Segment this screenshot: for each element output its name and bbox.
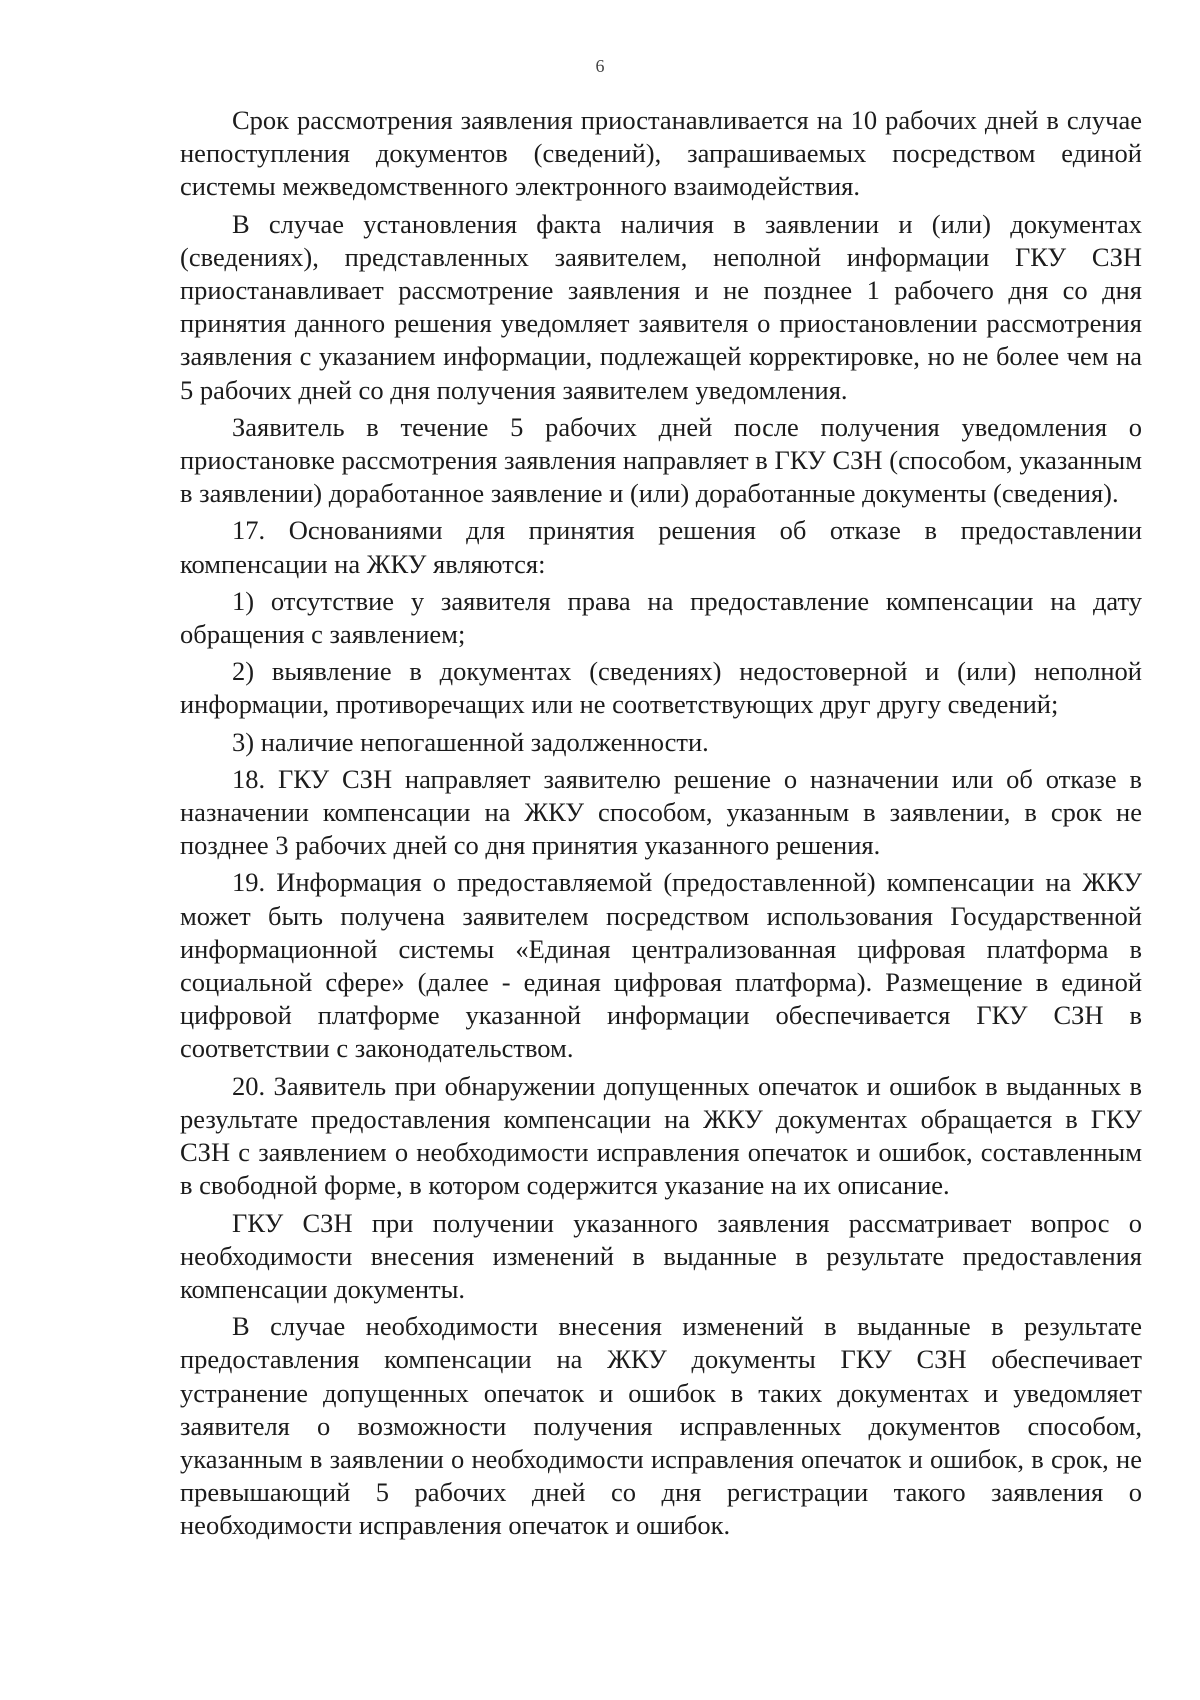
paragraph-applicant-resubmission: Заявитель в течение 5 рабочих дней после получения уведомления о приостановке рассмотрения заявления направляет в ГКУ СЗН (способом, указанным в заявлении) доработанное заявление и (или) доработанные документы (сведения). bbox=[180, 411, 1142, 509]
document-body bbox=[180, 104, 1142, 1547]
paragraph-suspension-term: Срок рассмотрения заявления приостанавливается на 10 рабочих дней в случае непоступления документов (сведений), запрашиваемых посредством единой системы межведомственного электронного взаимодействия. bbox=[180, 105, 1142, 202]
paragraph-18-decision-notice: 18. ГКУ СЗН направляет заявителю решение о назначении или об отказе в назначении компенсации на ЖКУ способом, указанным в заявлении, в срок не позднее 3 рабочих дней со дня принятия указанного решения. bbox=[180, 763, 1142, 861]
list-item-2: 2) выявление в документах (сведениях) недостоверной и (или) неполной информации, противоречащих или не соответствующих друг другу сведений; bbox=[180, 656, 1142, 720]
paragraph-17-refusal-grounds: 17. Основаниями для принятия решения об отказе в предоставлении компенсации на ЖКУ являются: bbox=[180, 515, 1142, 579]
paragraph-review-request: ГКУ СЗН при получении указанного заявления рассматривает вопрос о необходимости внесения изменений в выданные в результате предоставления компенсации документы. bbox=[180, 1207, 1142, 1304]
paragraph-corrections-procedure: В случае необходимости внесения изменений в выданные в результате предоставления компенсации на ЖКУ документы ГКУ СЗН обеспечивает устранение допущенных опечаток и ошибок в таких документах и уведомляет заявителя о возможности получения исправленных документов способом, указанным в заявлении о необходимости исправления опечаток и ошибок, в срок, не превышающий 5 рабочих дней со дня регистрации такого заявления о необходимости исправления опечаток и ошибок. bbox=[180, 1311, 1142, 1541]
page-number: 6 bbox=[595, 56, 605, 76]
paragraph-19-digital-platform: 19. Информация о предоставляемой (предоставленной) компенсации на ЖКУ может быть получена заявителем посредством использования Государственной информационной системы «Единая централизованная цифровая платформа в социальной сфере» (далее - единая цифровая платформа). Размещение в единой цифровой платформе указанной информации обеспечивается ГКУ СЗН в соответствии с законодательством. bbox=[180, 867, 1142, 1064]
paragraph-incomplete-info: В случае установления факта наличия в заявлении и (или) документах (сведениях), представленных заявителем, неполной информации ГКУ СЗН приостанавливает рассмотрение заявления и не позднее 1 рабочего дня со дня принятия данного решения уведомляет заявителя о приостановлении рассмотрения заявления с указанием информации, подлежащей корректировке, но не более чем на 5 рабочих дней со дня получения заявителем уведомления. bbox=[180, 208, 1142, 405]
list-item-1: 1) отсутствие у заявителя права на предоставление компенсации на дату обращения с заявлением; bbox=[180, 585, 1142, 650]
paragraph-20-error-correction: 20. Заявитель при обнаружении допущенных опечаток и ошибок в выданных в результате предоставления компенсации на ЖКУ документах обращается в ГКУ СЗН с заявлением о необходимости исправления опечаток и ошибок, составленным в свободной форме, в котором содержится указание на их описание. bbox=[180, 1070, 1142, 1201]
list-item-3: 3) наличие непогашенной задолженности. bbox=[232, 726, 709, 757]
